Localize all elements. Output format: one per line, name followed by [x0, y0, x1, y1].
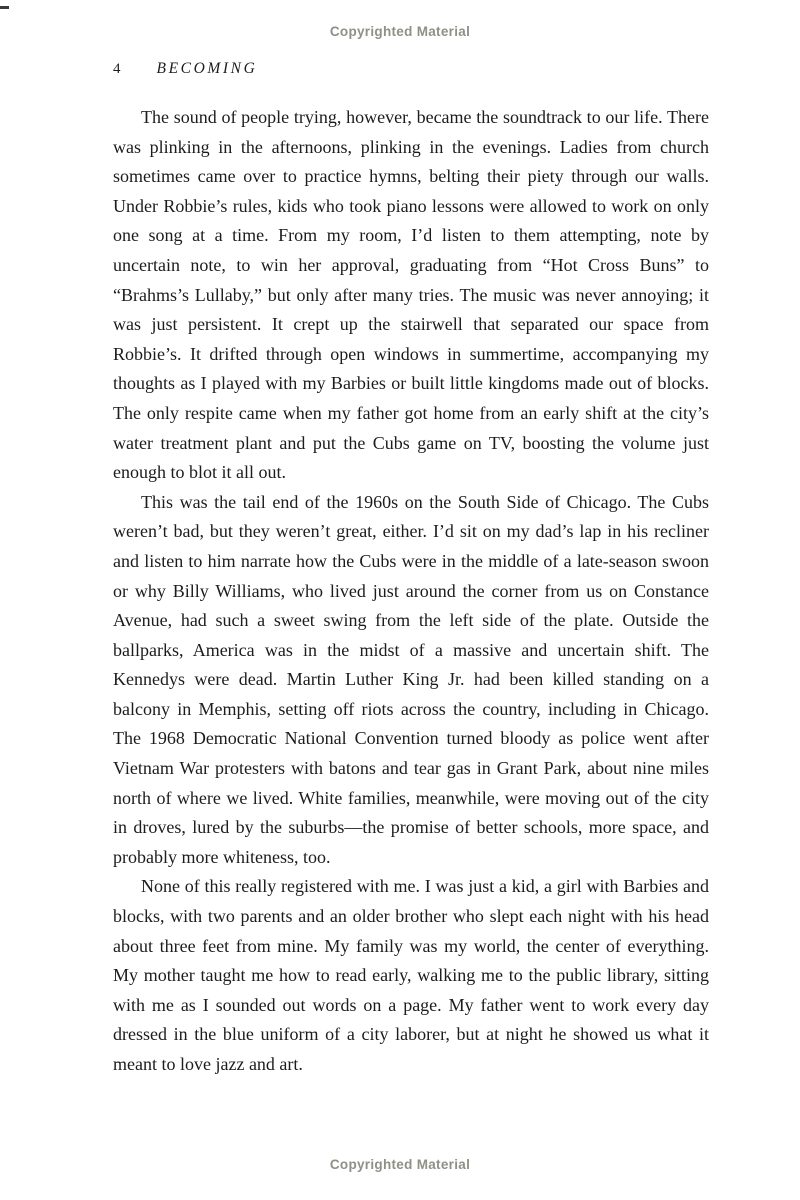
scan-artifact-mark	[0, 6, 9, 9]
running-head-book-title: BECOMING	[156, 60, 258, 77]
running-header	[113, 60, 709, 78]
body-paragraph: This was the tail end of the 1960s on the South Side of Chicago. The Cubs weren’t bad, but they weren’t great, either. I’d sit on my dad’s lap in his recliner and listen to him narrate how the Cubs were in the middle of a late-season swoon or why Billy Williams, who lived just around the corner from us on Constance Avenue, had such a sweet swing from the left side of the plate. Outside the ballparks, America was in the midst of a massive and uncertain shift. The Kennedys were dead. Martin Luther King Jr. had been killed standing on a balcony in Memphis, setting off riots across the country, including in Chicago. The 1968 Democratic National Convention turned bloody as police went after Vietnam War protesters with batons and tear gas in Grant Park, about nine miles north of where we lived. White families, meanwhile, were moving out of the city in droves, lured by the suburbs—the promise of better schools, more space, and probably more whiteness, too.	[113, 491, 709, 867]
body-paragraph: The sound of people trying, however, became the soundtrack to our life. There was plinking in the afternoons, plinking in the evenings. Ladies from church sometimes came over to practice hymns, belting their piety through our walls. Under Robbie’s rules, kids who took piano lessons were allowed to work on only one song at a time. From my room, I’d listen to them attempting, note by uncertain note, to win her approval, graduating from “Hot Cross Buns” to “Brahms’s Lullaby,” but only after many tries. The music was never annoying; it was just persistent. It crept up the stairwell that separated our space from Robbie’s. It drifted through open windows in summertime, accompanying my thoughts as I played with my Barbies or built little kingdoms made out of blocks. The only respite came when my father got home from an early shift at the city’s water treatment plant and put the Cubs game on TV, boosting the volume just enough to blot it all out.	[113, 107, 709, 483]
copyright-banner-top: Copyrighted Material	[329, 24, 471, 39]
body-paragraph: None of this really registered with me. I was just a kid, a girl with Barbies and blocks, with two parents and an older brother who slept each night with his head about three feet from mine. My family was my world, the center of everything. My mother taught me how to read early, walking me to the public library, sitting with me as I sounded out words on a page. My father went to work every day dressed in the blue uniform of a city laborer, but at night he showed us what it meant to love jazz and art.	[113, 876, 709, 1074]
page-number: 4	[113, 61, 121, 77]
body-text	[113, 103, 709, 1080]
copyright-banner-bottom: Copyrighted Material	[329, 1157, 471, 1172]
